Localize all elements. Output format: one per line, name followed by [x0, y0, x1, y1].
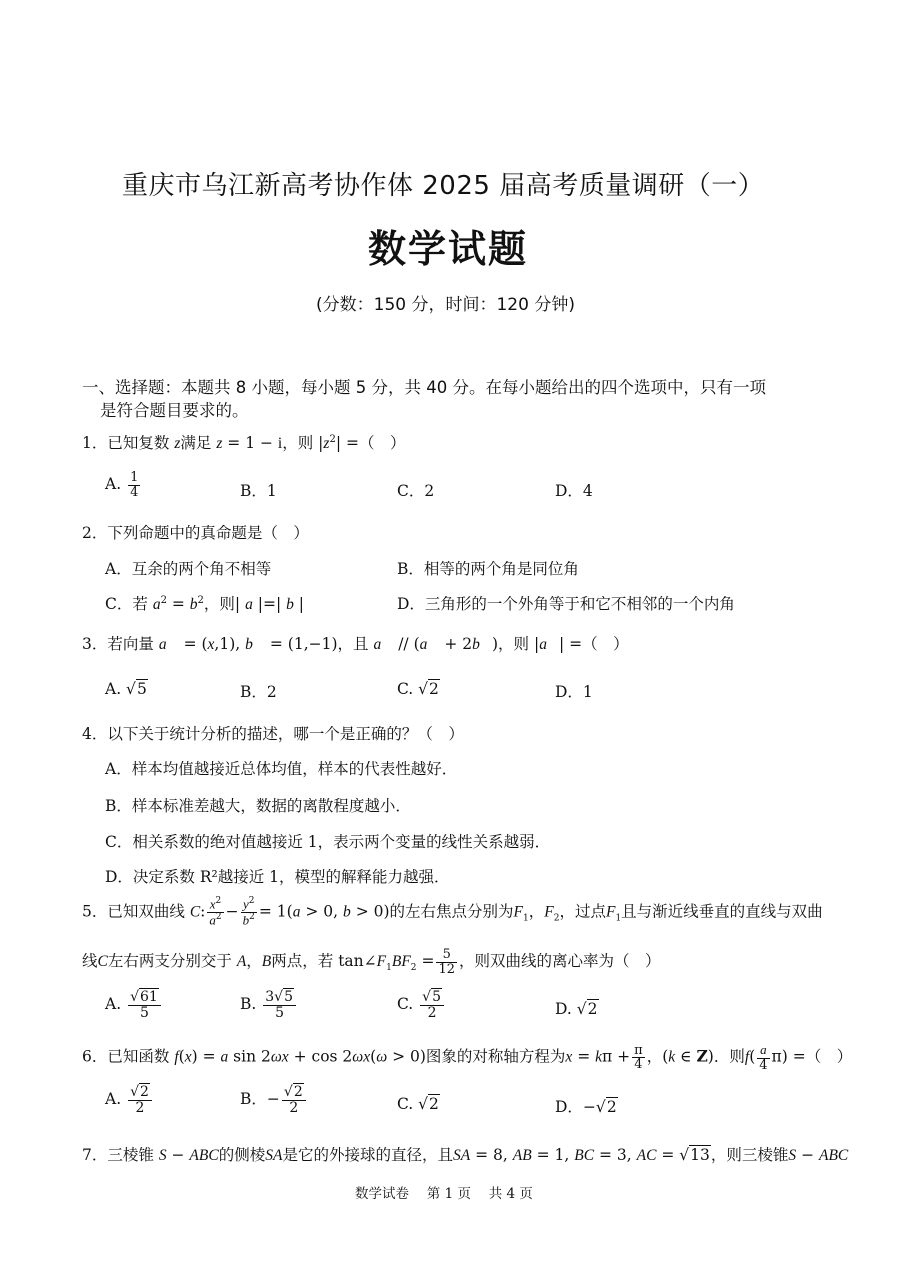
question-5: 5．已知双曲线 C: $\frac{x^2}{a^2}$ − $\frac{y^2}{b^2}$ = 1(a > 0, b > 0)的左右焦点分别为$F_1$，$F_2$，过点$F_1$且与渐近线垂直的直线与双曲	[82, 896, 823, 928]
q1-option-d[interactable]: D．4	[555, 482, 593, 500]
q5-option-c[interactable]: C. $\frac{√5}{2}$	[397, 990, 446, 1020]
q2-option-d[interactable]: D．三角形的一个外角等于和它不相邻的一个内角	[397, 595, 735, 613]
q4-option-d[interactable]: D．决定系数 R²越接近 1，模型的解释能力越强．	[105, 868, 450, 886]
q4-option-b[interactable]: B．样本标准差越大，数据的离散程度越小．	[105, 797, 411, 815]
question-2: 2．下列命题中的真命题是（ ）	[82, 524, 309, 542]
question-6: 6．已知函数 f(x) = a sin 2ωx + cos 2ωx(ω > 0)图象的对称轴方程为x = kπ + $\frac{\pi}{4}$ ，(k ∈ Z)．则f( $\frac{a}{4}$ π) =（ ）	[82, 1042, 853, 1073]
question-7: 7．三棱锥 S − ABC的侧棱SA是它的外接球的直径，且SA = 8, AB = 1, BC = 3, AC = √13，则三棱锥S − ABC	[82, 1146, 849, 1164]
q5-option-b[interactable]: B. $\frac{3√5}{5}$	[240, 990, 298, 1020]
q2-option-c[interactable]: C．若 $a^2 = b^2$，则| a |=| b |	[105, 594, 305, 613]
q1-option-a[interactable]: A. $\frac{1}{4}$	[105, 470, 139, 500]
question-1: 1．已知复数 z满足 z = 1 − i，则 $|z^2|$ =（ ）	[82, 433, 406, 452]
q1-option-c[interactable]: C．2	[397, 482, 435, 500]
q3-option-a[interactable]: A. √5	[105, 680, 147, 698]
exam-meta: (分数：150 分，时间：120 分钟)	[316, 295, 575, 315]
question-4: 4．以下关于统计分析的描述，哪一个是正确的？（ ）	[82, 725, 464, 743]
q3-option-d[interactable]: D．1	[555, 683, 593, 701]
q6-option-b[interactable]: B．− $\frac{√2}{2}$	[240, 1085, 308, 1115]
q3-option-c[interactable]: C. √2	[397, 680, 439, 698]
q6-option-d[interactable]: D．−√2	[555, 1098, 617, 1116]
q6-option-a[interactable]: A. $\frac{√2}{2}$	[105, 1085, 154, 1115]
subject-title: 数学试题	[368, 227, 529, 271]
section-heading-cont: 是符合题目要求的。	[100, 401, 249, 420]
q2-option-b[interactable]: B．相等的两个角是同位角	[397, 560, 579, 578]
exam-title: 重庆市乌江新高考协作体 2025 届高考质量调研（一）	[122, 171, 765, 201]
page-footer: 数学试卷 第 1 页 共 4 页	[355, 1186, 533, 1202]
q6-option-c[interactable]: C. √2	[397, 1095, 439, 1113]
q1-option-b[interactable]: B．1	[240, 482, 277, 500]
section-heading: 一、选择题：本题共 8 小题，每小题 5 分，共 40 分。在每小题给出的四个选项中，只有一项	[82, 378, 766, 397]
q3-option-b[interactable]: B．2	[240, 683, 277, 701]
q5-option-a[interactable]: A. $\frac{√61}{5}$	[105, 990, 163, 1020]
question-3: 3．若向量 a⃗ = (x,1), b⃗ = (1,−1)，且 a⃗ // (a⃗ + 2b⃗)，则 |a⃗| =（ ）	[82, 635, 629, 653]
q4-option-a[interactable]: A．样本均值越接近总体均值，样本的代表性越好．	[105, 760, 458, 778]
q4-option-c[interactable]: C．相关系数的绝对值越接近 1，表示两个变量的线性关系越弱．	[105, 833, 551, 851]
q2-option-a[interactable]: A．互余的两个角不相等	[105, 560, 272, 578]
question-5-cont: 线C左右两支分别交于 A，B两点，若 $\tan\angle F_1BF_2$ = $\frac{5}{12}$ ，则双曲线的离心率为（ ）	[82, 947, 661, 977]
q5-option-d[interactable]: D. √2	[555, 1000, 598, 1018]
